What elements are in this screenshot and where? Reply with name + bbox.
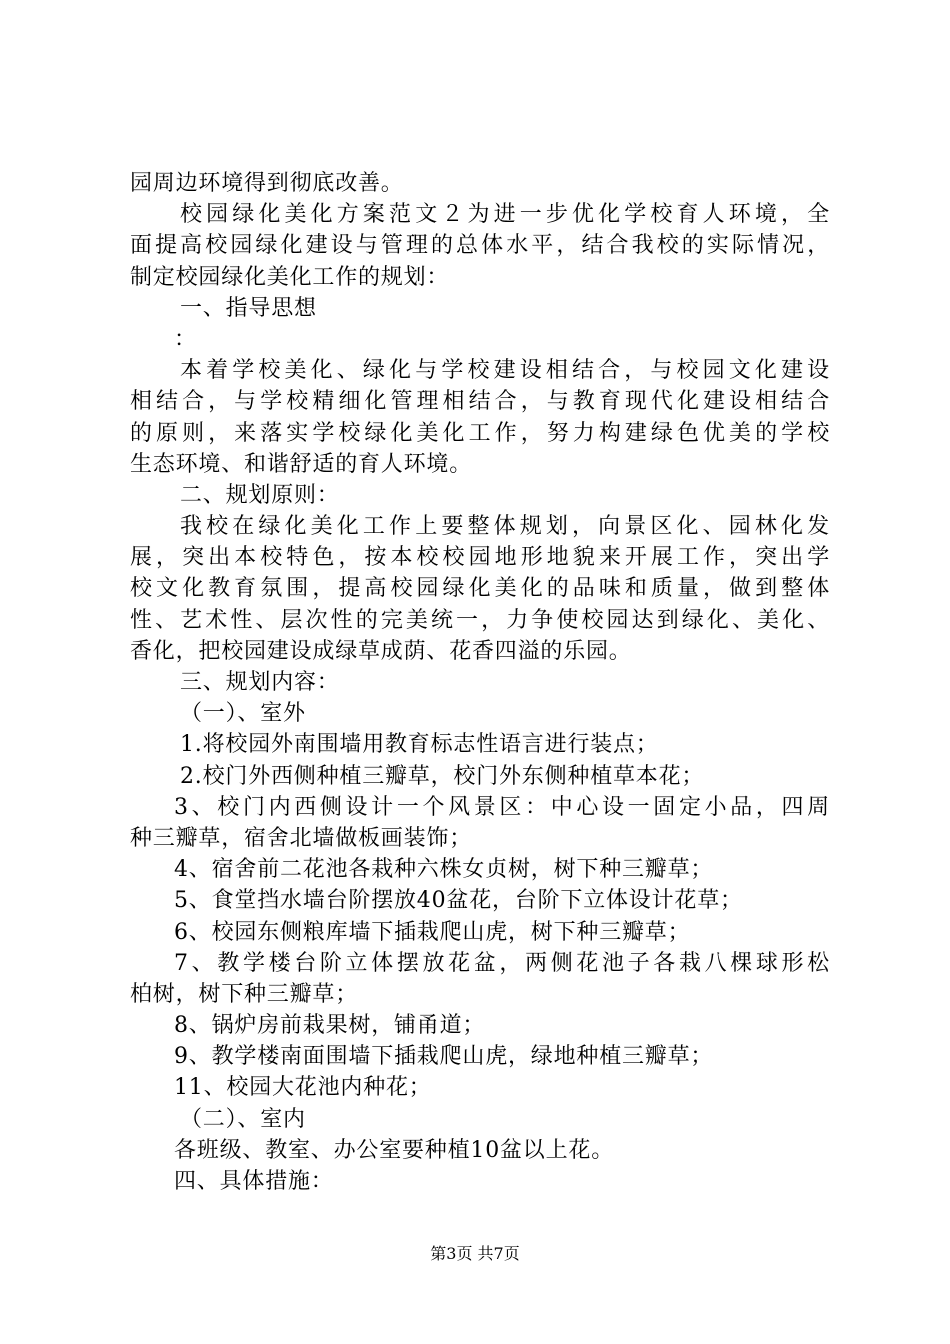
subsection-heading: （一）、室外 xyxy=(180,701,306,727)
list-item: 4、宿舍前二花池各栽种六株女贞树，树下种三瓣草； xyxy=(174,857,714,883)
text-line: 的原则，来落实学校绿化美化工作，努力构建绿色优美的学校 xyxy=(130,420,830,446)
list-item: 9、教学楼南面围墙下插栽爬山虎，绿地种植三瓣草； xyxy=(174,1044,714,1070)
section-heading: 三、规划内容： xyxy=(180,670,340,695)
list-item: 3、校门内西侧设计一个风景区：中心设一固定小品，四周 xyxy=(174,794,830,820)
subsection-heading: （二）、室内 xyxy=(180,1106,306,1132)
section-heading: 二、规划原则： xyxy=(180,482,340,508)
page-footer xyxy=(0,1244,950,1264)
list-item: 1.将校园外南围墙用教育标志性语言进行装点； xyxy=(180,732,659,758)
text-line: ： xyxy=(174,326,197,352)
list-item: 7、教学楼台阶立体摆放花盆，两侧花池子各栽八棵球形松 xyxy=(174,950,830,976)
text-line: 校文化教育氛围，提高校园绿化美化的品味和质量，做到整体 xyxy=(130,576,830,602)
section-heading: 四、具体措施： xyxy=(174,1169,334,1194)
page-number-label: 第3页 共7页 xyxy=(430,1244,520,1263)
text-line: 香化，把校园建设成绿草成荫、花香四溢的乐园。 xyxy=(130,638,632,664)
list-item: 8、锅炉房前栽果树，铺甬道； xyxy=(174,1013,486,1039)
text-line: 展，突出本校特色，按本校校园地形地貌来开展工作，突出学 xyxy=(130,545,830,571)
list-item: 2.校门外西侧种植三瓣草，校门外东侧种植草本花； xyxy=(180,763,705,789)
document-body xyxy=(130,168,830,1197)
text-line: 柏树，树下种三瓣草； xyxy=(130,981,359,1007)
list-item: 11、校园大花池内种花； xyxy=(174,1075,432,1101)
text-line: 种三瓣草，宿舍北墙做板画装饰； xyxy=(130,825,473,851)
text-line: 生态环境、和谐舒适的育人环境。 xyxy=(130,451,473,477)
text-line: 面提高校园绿化建设与管理的总体水平，结合我校的实际情况， xyxy=(130,233,830,259)
section-heading: 一、指导思想 xyxy=(180,295,317,321)
text-line: 我校在绿化美化工作上要整体规划，向景区化、园林化发 xyxy=(180,514,830,540)
text-line: 制定校园绿化美化工作的规划： xyxy=(130,264,450,290)
text-line: 相结合，与学校精细化管理相结合，与教育现代化建设相结合 xyxy=(130,389,830,415)
list-item: 5、食堂挡水墙台阶摆放40盆花，台阶下立体设计花草； xyxy=(174,888,743,914)
text-line: 园周边环境得到彻底改善。 xyxy=(130,171,404,196)
text-line: 性、艺术性、层次性的完美统一，力争使校园达到绿化、美化、 xyxy=(130,607,830,633)
text-line: 各班级、教室、办公室要种植10盆以上花。 xyxy=(174,1137,614,1163)
text-line: 校园绿化美化方案范文２为进一步优化学校育人环境，全 xyxy=(180,202,830,228)
text-line: 本着学校美化、绿化与学校建设相结合，与校园文化建设 xyxy=(180,358,830,384)
list-item: 6、校园东侧粮库墙下插栽爬山虎，树下种三瓣草； xyxy=(174,919,691,945)
